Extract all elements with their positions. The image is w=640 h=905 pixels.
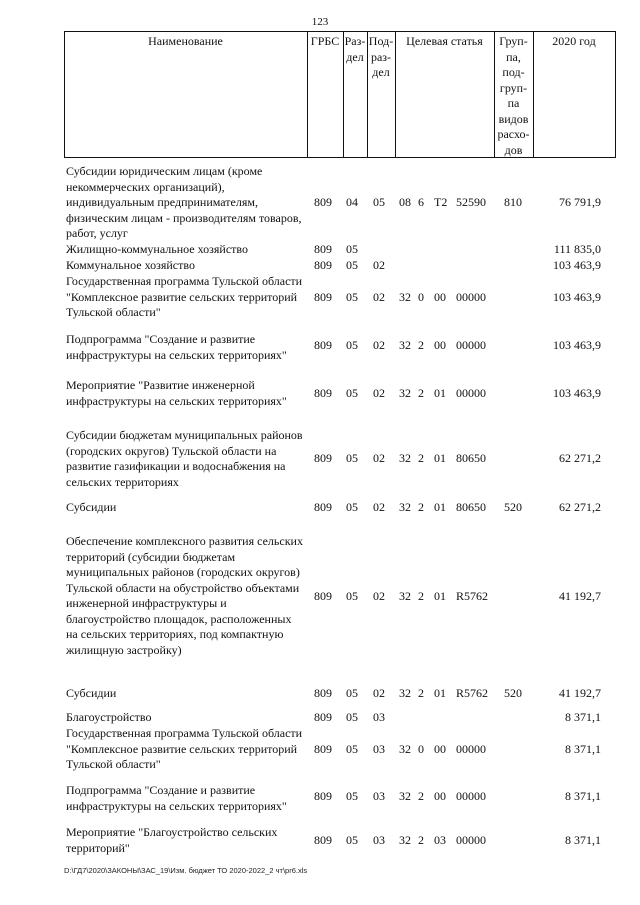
cell-program: 32 <box>399 290 411 304</box>
cell-razdel: 05 <box>346 258 358 272</box>
cell-direction: 00000 <box>456 789 486 803</box>
row-name: Мероприятие "Благоустройство сельских территорий" <box>66 825 278 855</box>
cell-event: 01 <box>434 589 446 603</box>
cell-amount: 8 371,1 <box>565 833 601 847</box>
cell-event: 01 <box>434 686 446 700</box>
cell-grbs: 809 <box>314 710 332 724</box>
header-divider <box>64 31 65 158</box>
cell-razdel: 05 <box>346 451 358 465</box>
cell-amount: 8 371,1 <box>565 742 601 756</box>
header-grbs: ГРБС <box>310 34 340 48</box>
cell-amount: 41 192,7 <box>559 589 601 603</box>
header-name: Наименование <box>148 34 223 48</box>
cell-grbs: 809 <box>314 742 332 756</box>
cell-razdel: 04 <box>346 195 358 209</box>
cell-direction: 00000 <box>456 386 486 400</box>
cell-podrazdel: 02 <box>373 451 385 465</box>
cell-razdel: 05 <box>346 833 358 847</box>
cell-amount: 41 192,7 <box>559 686 601 700</box>
cell-event: 01 <box>434 451 446 465</box>
cell-grbs: 809 <box>314 338 332 352</box>
row-name: Жилищно-коммунальное хозяйство <box>66 242 249 256</box>
cell-podrazdel: 03 <box>373 710 385 724</box>
cell-amount: 111 835,0 <box>553 242 601 256</box>
cell-direction: 00000 <box>456 290 486 304</box>
row-name: Коммунальное хозяйство <box>66 258 195 272</box>
row-name: Субсидии <box>66 500 117 514</box>
cell-amount: 103 463,9 <box>553 338 601 352</box>
cell-podrazdel: 02 <box>373 338 385 352</box>
cell-podrazdel: 02 <box>373 386 385 400</box>
cell-subprogram: 2 <box>418 451 424 465</box>
cell-program: 32 <box>399 833 411 847</box>
cell-razdel: 05 <box>346 290 358 304</box>
cell-program: 32 <box>399 686 411 700</box>
cell-program: 32 <box>399 386 411 400</box>
cell-subprogram: 0 <box>418 290 424 304</box>
cell-amount: 103 463,9 <box>553 258 601 272</box>
cell-grbs: 809 <box>314 258 332 272</box>
cell-razdel: 05 <box>346 710 358 724</box>
cell-grbs: 809 <box>314 195 332 209</box>
row-name: Подпрограмма "Создание и развитие инфраструктуры на сельских территориях" <box>66 783 287 813</box>
header-year: 2020 год <box>552 34 596 48</box>
cell-grbs: 809 <box>314 589 332 603</box>
cell-expense-type: 520 <box>504 686 522 700</box>
cell-event: Т2 <box>434 195 448 209</box>
header-divider <box>615 31 616 158</box>
cell-subprogram: 2 <box>418 500 424 514</box>
cell-event: 00 <box>434 789 446 803</box>
cell-direction: 00000 <box>456 833 486 847</box>
cell-direction: 52590 <box>456 195 486 209</box>
file-path-footer: D:\ГД7\2020\ЗАКОНЫ\ЗАС_19\Изм. бюджет ТО 2020-2022_2 чт\pr6.xls <box>64 866 308 875</box>
cell-subprogram: 2 <box>418 686 424 700</box>
cell-grbs: 809 <box>314 386 332 400</box>
cell-subprogram: 2 <box>418 338 424 352</box>
cell-podrazdel: 02 <box>373 258 385 272</box>
cell-program: 32 <box>399 500 411 514</box>
cell-podrazdel: 03 <box>373 789 385 803</box>
cell-program: 32 <box>399 451 411 465</box>
cell-event: 01 <box>434 386 446 400</box>
cell-subprogram: 6 <box>418 195 424 209</box>
cell-direction: 00000 <box>456 742 486 756</box>
cell-razdel: 05 <box>346 789 358 803</box>
cell-subprogram: 2 <box>418 386 424 400</box>
cell-program: 32 <box>399 589 411 603</box>
cell-program: 32 <box>399 742 411 756</box>
cell-program: 32 <box>399 789 411 803</box>
cell-event: 00 <box>434 742 446 756</box>
cell-direction: 80650 <box>456 451 486 465</box>
cell-razdel: 05 <box>346 242 358 256</box>
cell-expense-type: 520 <box>504 500 522 514</box>
cell-amount: 62 271,2 <box>559 451 601 465</box>
cell-grbs: 809 <box>314 451 332 465</box>
row-name: Государственная программа Тульской области "Комплексное развитие сельских территорий Тульской области" <box>66 726 303 771</box>
row-name: Мероприятие "Развитие инженерной инфраструктуры на сельских территориях" <box>66 378 287 408</box>
cell-amount: 8 371,1 <box>565 789 601 803</box>
cell-razdel: 05 <box>346 686 358 700</box>
cell-podrazdel: 05 <box>373 195 385 209</box>
cell-razdel: 05 <box>346 742 358 756</box>
row-name: Подпрограмма "Создание и развитие инфраструктуры на сельских территориях" <box>66 332 287 362</box>
cell-amount: 103 463,9 <box>553 386 601 400</box>
cell-grbs: 809 <box>314 500 332 514</box>
row-name: Субсидии бюджетам муниципальных районов (городских округов) Тульской области на развитие газификации и водоснабжения на сельских территориях <box>66 428 303 489</box>
cell-subprogram: 0 <box>418 742 424 756</box>
row-name: Обеспечение комплексного развития сельских территорий (субсидии бюджетам муниципальных районов (городских округов) Тульской области на обустройство объектами инженерной инфраструктуры и благоустройство площадок, расположенных на сельских территориях, под компактную жилищную застройку) <box>66 534 303 657</box>
cell-podrazdel: 02 <box>373 686 385 700</box>
cell-podrazdel: 02 <box>373 290 385 304</box>
header-expense-group: Груп- па, под- груп- па видов расхо- дов <box>497 34 530 157</box>
cell-direction: R5762 <box>456 589 489 603</box>
cell-grbs: 809 <box>314 833 332 847</box>
cell-podrazdel: 03 <box>373 742 385 756</box>
table-header <box>64 31 616 158</box>
cell-podrazdel: 03 <box>373 833 385 847</box>
cell-podrazdel: 02 <box>373 500 385 514</box>
cell-direction: R5762 <box>456 686 489 700</box>
header-divider <box>533 31 534 158</box>
cell-program: 32 <box>399 338 411 352</box>
header-target-article: Целевая статья <box>406 34 483 48</box>
page-number: 123 <box>311 16 329 28</box>
cell-event: 00 <box>434 338 446 352</box>
cell-amount: 76 791,9 <box>559 195 601 209</box>
cell-razdel: 05 <box>346 589 358 603</box>
row-name: Государственная программа Тульской области "Комплексное развитие сельских территорий Тульской области" <box>66 274 303 319</box>
cell-grbs: 809 <box>314 686 332 700</box>
cell-podrazdel: 02 <box>373 589 385 603</box>
cell-razdel: 05 <box>346 338 358 352</box>
cell-program: 08 <box>399 195 411 209</box>
cell-direction: 80650 <box>456 500 486 514</box>
cell-amount: 8 371,1 <box>565 710 601 724</box>
cell-grbs: 809 <box>314 290 332 304</box>
row-name: Субсидии юридическим лицам (кроме некоммерческих организаций), индивидуальным предпринимателям, физическим лицам - производителям товаров, работ, услуг <box>66 164 302 240</box>
cell-grbs: 809 <box>314 789 332 803</box>
cell-amount: 103 463,9 <box>553 290 601 304</box>
header-podrazdel: Под- раз- дел <box>368 34 394 79</box>
cell-event: 03 <box>434 833 446 847</box>
cell-subprogram: 2 <box>418 833 424 847</box>
header-razdel: Раз- дел <box>344 34 366 64</box>
row-name: Благоустройство <box>66 710 152 724</box>
row-name: Субсидии <box>66 686 117 700</box>
cell-subprogram: 2 <box>418 789 424 803</box>
cell-event: 00 <box>434 290 446 304</box>
header-divider <box>395 31 396 158</box>
cell-subprogram: 2 <box>418 589 424 603</box>
cell-expense-type: 810 <box>504 195 522 209</box>
cell-razdel: 05 <box>346 500 358 514</box>
cell-amount: 62 271,2 <box>559 500 601 514</box>
cell-razdel: 05 <box>346 386 358 400</box>
cell-direction: 00000 <box>456 338 486 352</box>
header-divider <box>307 31 308 158</box>
cell-event: 01 <box>434 500 446 514</box>
cell-grbs: 809 <box>314 242 332 256</box>
